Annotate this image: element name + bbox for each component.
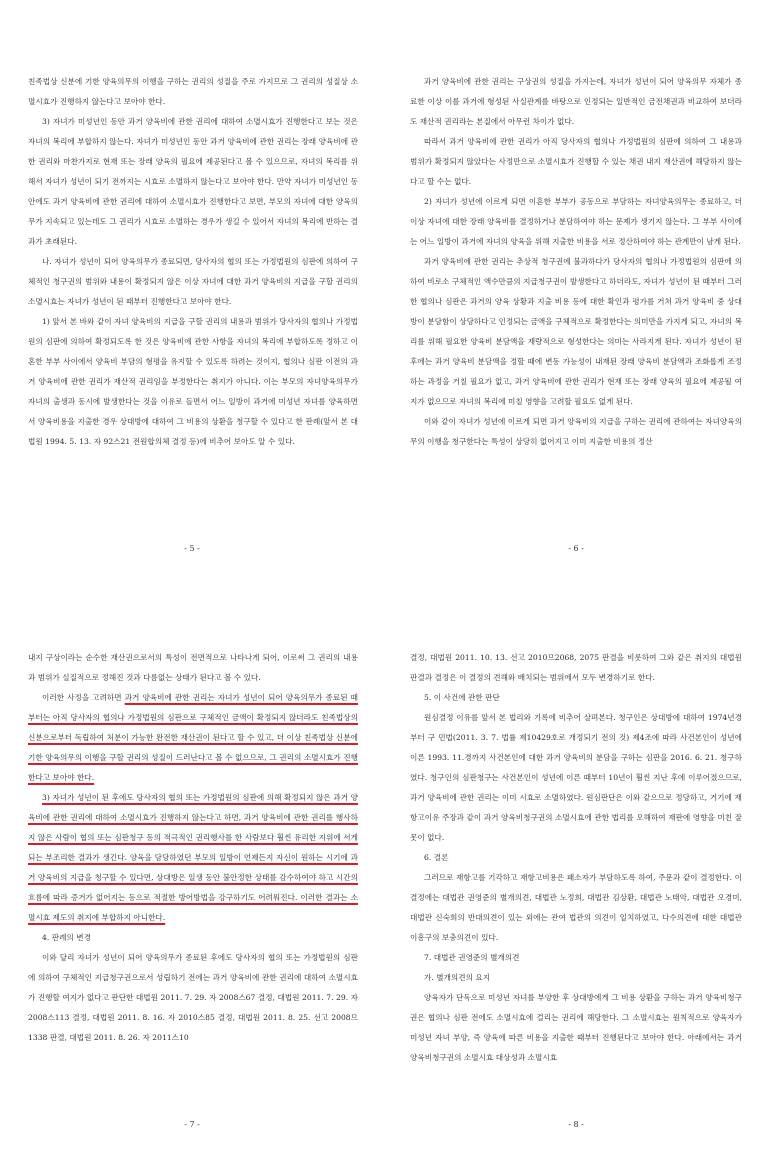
page-6	[384, 0, 768, 576]
heading-text: 4. 판례의 변경	[42, 933, 91, 942]
paragraph	[28, 688, 358, 788]
underlined-text: 3) 자녀가 성년이 된 후에도 당사자의 협의 또는 가정법원의 심판에 의해 확정되지 않은 과거 양육비에 관한 권리에 대하여 소멸시효가 진행하지 않는다고 하면, 과거 양육비에 관한 권리를 행사하지 않은 사람이 협의 또는 심판청구 등의 적극적인 권리행사를 한 사람보다 훨씬 유리한 지위에 서게 되는 부조리한 결과가 생긴다. 양육을 담당하였던 부모의 일방이 언제든지 자신이 원하는 시기에 과거 양육비의 지급을 청구할 수 있다면, 상대방은 일생 동안 불안정한 상태를 감수하여야 하고 시간의 흐름에 따라 증거가 없어지는 등으로 적절한 방어방법을 강구하기도 어려워진다. 이러한 결과는 소멸시효 제도의 취지에 부합하지 아니한다.	[28, 793, 358, 922]
page-number: - 5 -	[184, 544, 200, 553]
paragraph	[28, 948, 358, 1048]
paragraph: 이와 같이 자녀가 성년에 이르게 되면 과거 양육비의 지급을 구하는 권리에 관하여는 자녀양육의무의 이행을 청구한다는 특성이 상당히 없어지고 이미 지출한 비용의 정산	[410, 417, 742, 446]
paragraph: 양육자가 단독으로 미성년 자녀를 부양한 후 상대방에게 그 비용 상환을 구하는 과거 양육비청구권은 협의나 심판 전에도 소멸시효에 걸리는 권리에 해당한다. 그 소멸시효는 원칙적으로 양육자가 미성년 자녀 부양, 즉 양육에 따른 비용을 지출한 때부터 진행된다고 보아야 한다. 아래에서는 과거 양육비청구권의 소멸시효 대상성과 소멸시효	[410, 993, 742, 1062]
paragraph: 따라서 과거 양육비에 관한 권리가 아직 당사자의 협의나 가정법원의 심판에 의하여 그 내용과 범위가 확정되지 않았다는 사정만으로 소멸시효가 진행할 수 있는 채권 내지 재산권에 해당하지 않는다고 할 수는 없다.	[410, 137, 742, 186]
page-body	[28, 72, 358, 452]
page-body	[410, 72, 742, 452]
subsection-heading: 가. 별개의견의 요지	[424, 973, 491, 982]
section-heading: 6. 결론	[424, 853, 449, 862]
paragraph: 2) 자녀가 성년에 이르게 되면 이혼한 부부가 공동으로 부담하는 자녀양육의무는 종료하고, 더 이상 자녀에 대한 장래 양육비를 결정하거나 분담하여야 하는 문제가 생기지 않는다. 그 부부 사이에는 어느 일방이 과거에 자녀의 양육을 위해 지출한 비용을 서로 정산하여야 하는 관계만이 남게 된다.	[410, 197, 742, 246]
page-8	[384, 576, 768, 1152]
page-body	[28, 648, 358, 1048]
paragraph: 과거 양육비에 관한 권리는 구상권의 성질을 가지는데, 자녀가 성년이 되어 양육의무 자체가 종료한 이상 이를 과거에 형성된 사실관계를 바탕으로 인정되는 일반적인 금전채권과 비교하여 보더라도 재산적 권리라는 본질에서 아무런 차이가 없다.	[410, 77, 742, 126]
paragraph: 나. 자녀가 성년이 되어 양육의무가 종료되면, 당사자의 협의 또는 가정법원의 심판에 의하여 구체적인 청구권의 범위와 내용이 확정되지 않은 이상 자녀에 대한 과거 양육비의 지급을 구할 권리의 소멸시효는 자녀가 성년이 된 때부터 진행한다고 보아야 한다.	[28, 257, 358, 306]
paragraph-text: 이와 달리 자녀가 성년이 되어 양육의무가 종료된 후에도 당사자의 협의 또는 가정법원의 심판에 의하여 구체적인 지급청구권으로서 성립하기 전에는 과거 양육비에 관한 권리에 대하여 소멸시효가 진행할 여지가 없다고 판단한 대법원 2011. 7. 29. 자 2008스67 결정, 대법원 2011. 7. 29. 자 2008스113 결정, 대법원 2011. 8. 16. 자 2010스85 결정, 대법원 2011. 8. 25. 선고 2008므1338 판결, 대법원 2011. 8. 26. 자 2011스10	[28, 953, 358, 1042]
page-number: - 6 -	[568, 544, 584, 553]
paragraph: 결정, 대법원 2011. 10. 13. 선고 2010므2068, 2075 판결을 비롯하여 그와 같은 취지의 대법원판결과 결정은 이 결정의 견해와 배치되는 범위에서 모두 변경하기로 한다.	[410, 653, 742, 682]
paragraph-text: 이러한 사정을 고려하면	[42, 693, 125, 702]
paragraph: 과거 양육비에 관한 권리는 추상적 청구권에 불과하다가 당사자의 협의나 가정법원의 심판에 의하여 비로소 구체적인 액수만큼의 지급청구권이 발생한다고 하더라도, 자녀가 성년이 된 때부터 그러한 협의나 심판은 과거의 양육 상황과 지출 비용 등에 대한 확인과 평가를 거쳐 과거 양육비 중 상대방이 분담함이 상당하다고 인정되는 금액을 구체적으로 확정한다는 의미만을 가지게 되고, 자녀의 복리를 위해 필요한 양육비 분담액을 재량적으로 형성한다는 의미는 사라지게 된다. 자녀가 성년이 된 후에는 과거 양육비 분담액을 정할 때에 변동 가능성이 내재된 장래 양육비 분담액과 조화롭게 조정하는 과정을 거칠 필요가 없고, 과거 양육비에 관한 권리가 현재 또는 장래 양육의 필요에 제공될 여지가 없으므로 자녀의 복리에 미칠 영향을 고려할 필요도 없게 된다.	[410, 257, 742, 406]
paragraph: 원심결정 이유를 앞서 본 법리와 기록에 비추어 살펴본다. 청구인은 상대방에 대하여 1974년경부터 구 민법(2011. 3. 7. 법률 제10429호로 개정되기 전의 것) 제4조에 따라 사건본인이 성년에 이른 1993. 11.경까지 사건본인에 대한 과거 양육비의 분담을 구하는 심판을 2016. 6. 21. 청구하였다. 청구인의 심판청구는 사건본인이 성년에 이른 때부터 10년이 훨씬 지난 후에 이루어졌으므로, 과거 양육비에 관한 권리는 이미 시효로 소멸하였다. 원심판단은 이와 같으므로 정당하고, 거기에 재항고이유 주장과 같이 과거 양육비청구권의 소멸시효에 관한 법리를 오해하여 재판에 영향을 미친 잘못이 없다.	[410, 713, 742, 842]
paragraph: 3) 자녀가 미성년인 동안 과거 양육비에 관한 권리에 대하여 소멸시효가 진행한다고 보는 것은 자녀의 복리에 부합하지 않는다. 자녀가 미성년인 동안 과거 양육비에 관한 권리는 장래 양육비에 관한 권리와 마찬가지로 현재 또는 장래 양육의 필요에 제공된다고 볼 수 있으므로, 자녀의 복리를 위해서 자녀가 성년이 되기 전까지는 시효로 소멸하지 않는다고 보아야 한다. 만약 자녀가 미성년인 동안에도 과거 양육비에 관한 권리에 대하여 소멸시효가 진행한다고 보면, 부모의 자녀에 대한 양육의무가 지속되고 있는데도 그 권리가 시효로 소멸하는 경우가 생길 수 있어서 자녀의 복리에 반하는 결과가 초래된다.	[28, 117, 358, 246]
paragraph	[28, 788, 358, 928]
page-number: - 7 -	[184, 1120, 200, 1129]
section-heading: 7. 대법관 권영준의 별개의견	[424, 953, 520, 962]
page-7	[0, 576, 384, 1152]
page-body	[410, 648, 742, 1068]
underlined-text: 과거 양육비에 관한 권리는 자녀가 성년이 되어 양육의무가 종료된 때부터는 아직 당사자의 협의나 가정법원의 심판으로 구체적인 금액이 확정되지 않더라도 친족법상의 신분으로부터 독립하여 처분이 가능한 완전한 재산권이 된다고 할 수 있고, 더 이상 친족법상 신분에 기한 양육의무의 이행을 구할 권리의 성질이 드러난다고 볼 수 없으므로, 그 권리의 소멸시효가 진행한다고 보아야 한다.	[28, 693, 359, 782]
section-heading	[28, 928, 358, 948]
paragraph: 그러므로 재항고를 기각하고 재항고비용은 패소자가 부담하도록 하여, 주문과 같이 결정한다. 이 결정에는 대법관 권영준의 별개의견, 대법관 노정희, 대법관 김상환, 대법관 노태악, 대법관 오경미, 대법관 신숙희의 반대의견이 있는 외에는 관여 법관의 의견이 일치하였고, 다수의견에 대한 대법관 이흥구의 보충의견이 있다.	[410, 873, 742, 942]
paragraph: 1) 앞서 본 바와 같이 자녀 양육비의 지급을 구할 권리의 내용과 범위가 당사자의 협의나 가정법원의 심판에 의하여 확정되도록 한 것은 양육비에 관한 사항을 자녀의 복리에 부합하도록 정하고 이혼한 부부 사이에서 양육비 부담의 형평을 유지할 수 있도록 하려는 것이지, 협의나 심판 이전의 과거 양육비에 관한 권리가 재산적 권리임을 부정한다는 취지가 아니다. 이는 부모의 자녀양육의무가 자녀의 출생과 동시에 발생한다는 것을 이유로 들면서 어느 일방이 과거에 미성년 자녀를 양육하면서 양육비용을 지출한 경우 상대방에 대하여 그 비용의 상환을 청구할 수 있다고 한 판례(앞서 본 대법원 1994. 5. 13. 자 92스21 전원합의체 결정 등)에 비추어 보아도 알 수 있다.	[28, 317, 358, 446]
paragraph	[28, 648, 358, 688]
paragraph: 친족법상 신분에 기한 양육의무의 이행을 구하는 권리의 성질을 주로 가지므로 그 권리의 성질상 소멸시효가 진행하지 않는다고 보아야 한다.	[28, 77, 358, 106]
paragraph-text: 내지 구상이라는 순수한 재산권으로서의 특성이 전면적으로 나타나게 되어, 이로써 그 권리의 내용과 범위가 실질적으로 정해진 것과 다름없는 상태가 된다고 볼 수 있다.	[28, 653, 358, 682]
section-heading: 5. 이 사건에 관한 판단	[424, 693, 500, 702]
page-number: - 8 -	[568, 1120, 584, 1129]
page-5	[0, 0, 384, 576]
